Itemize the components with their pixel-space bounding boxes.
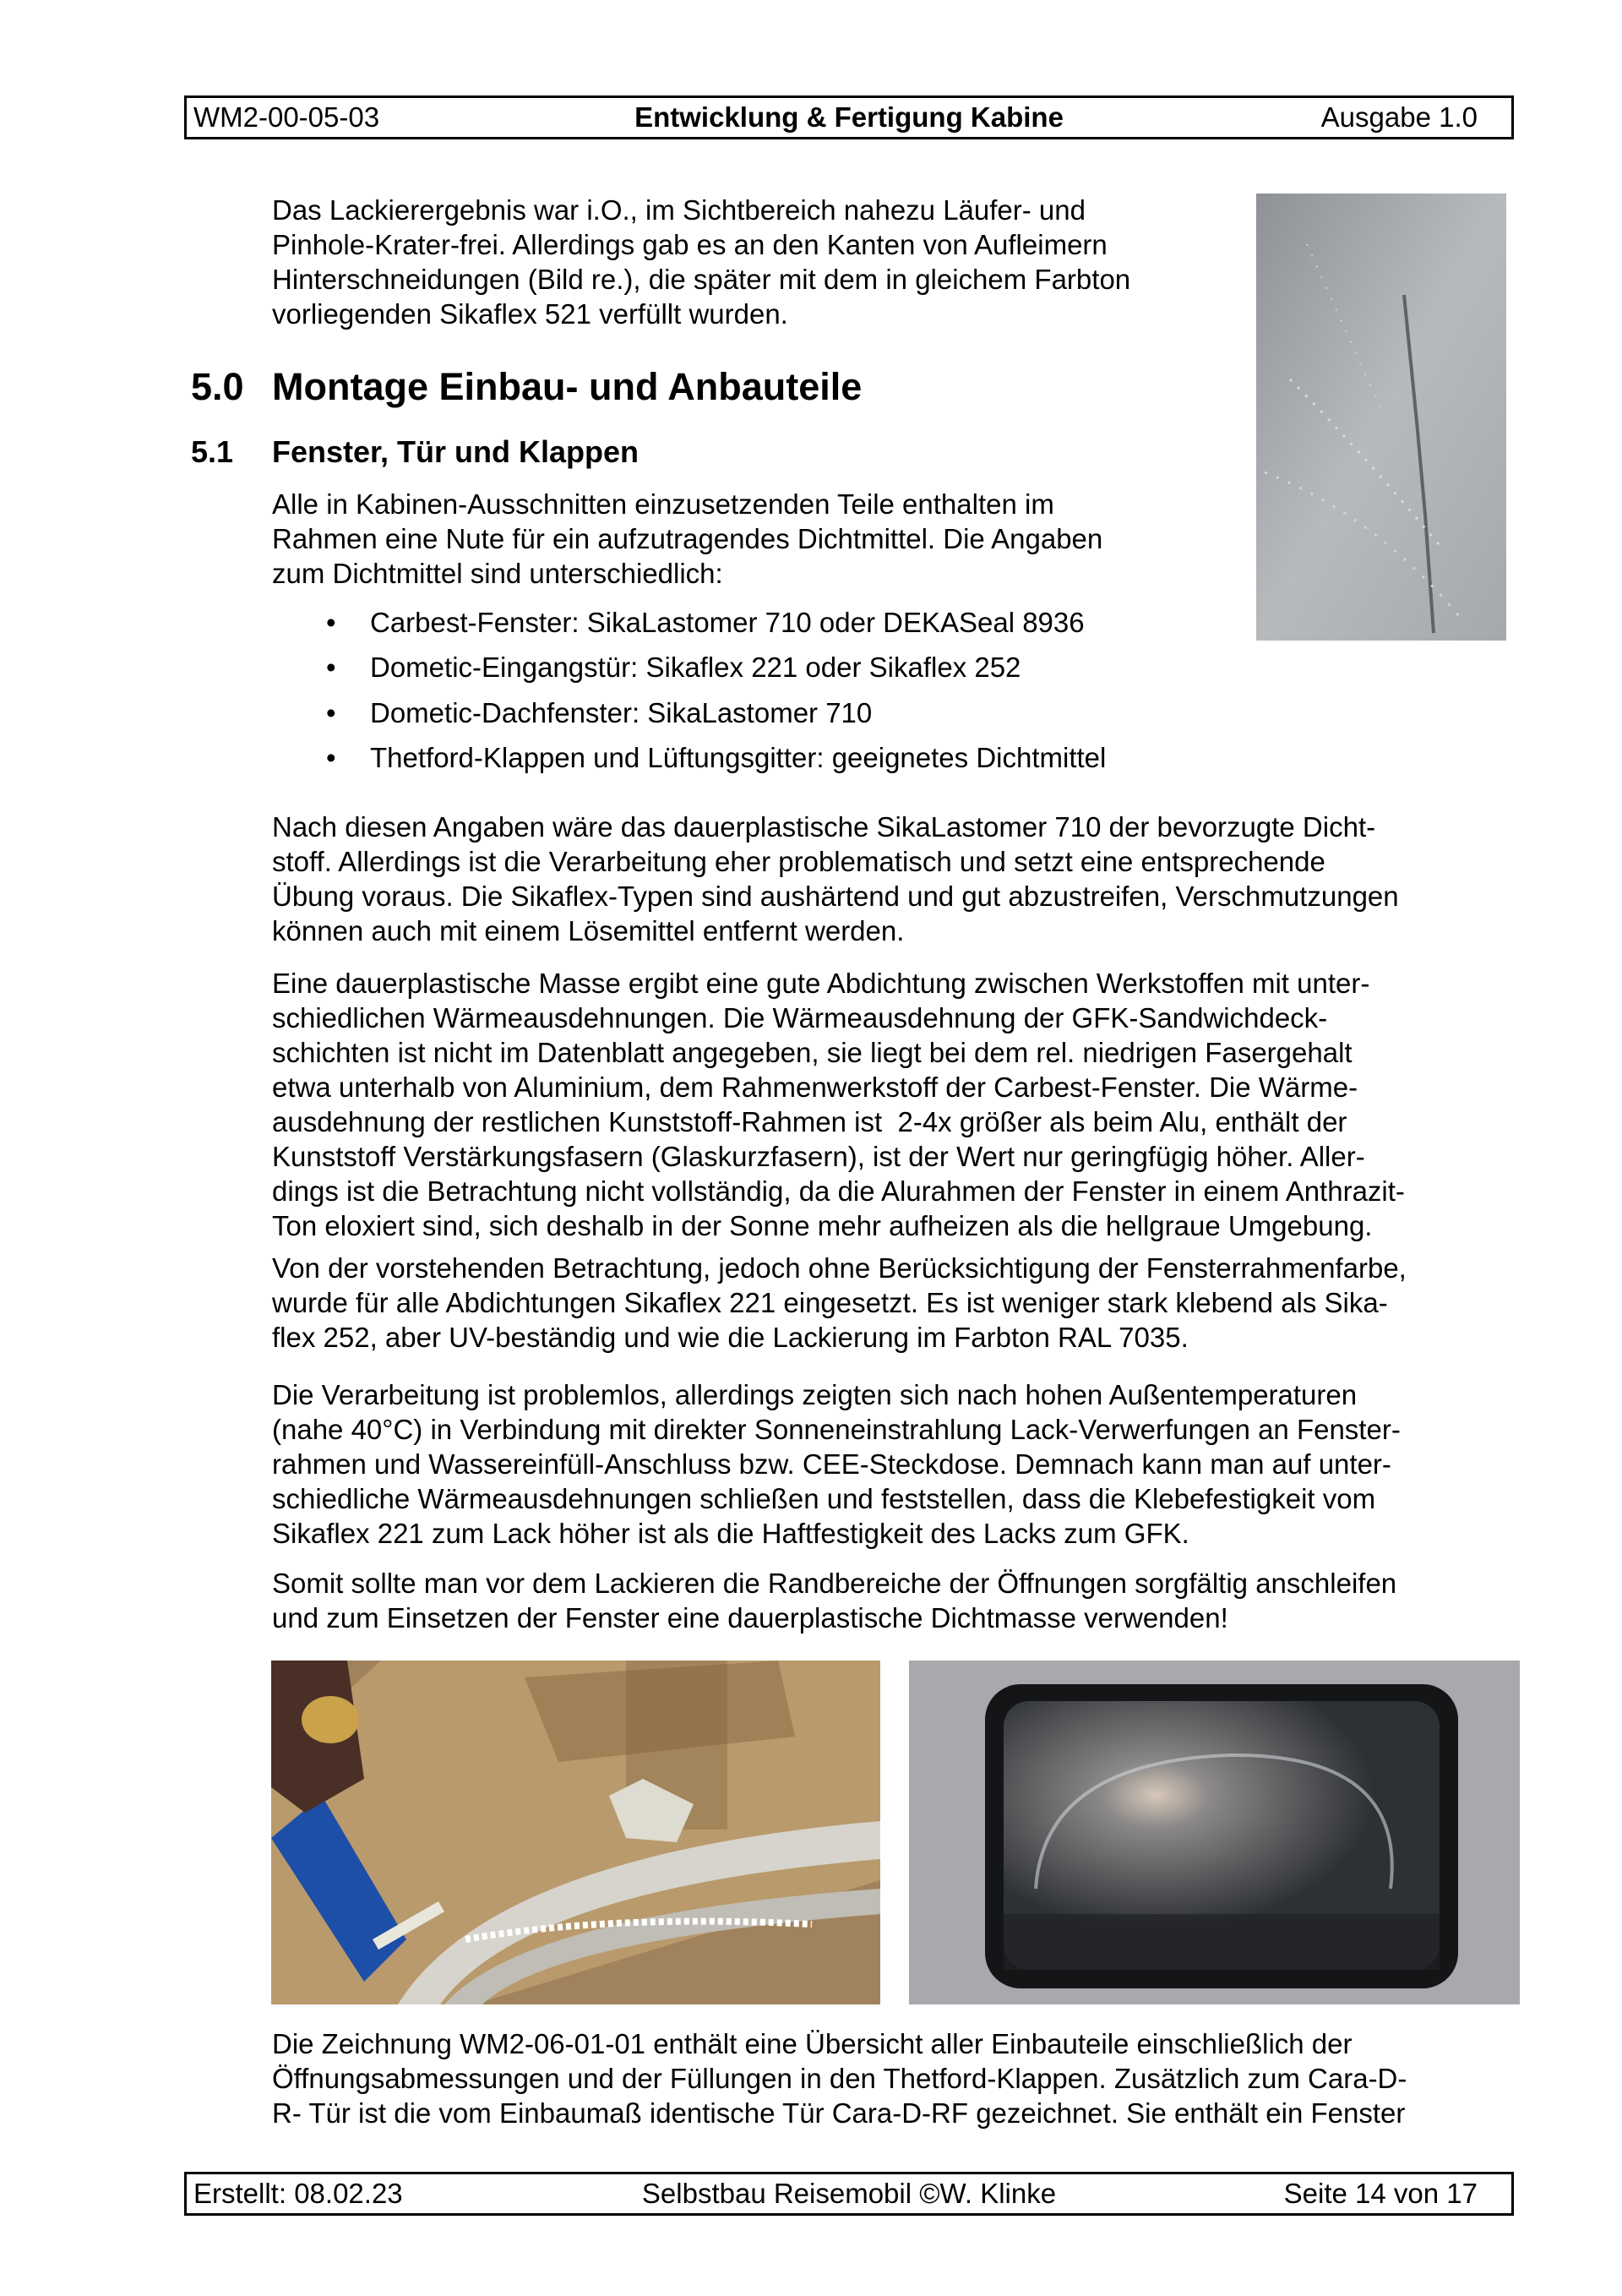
bullet-glyph: • <box>326 652 336 683</box>
text-line: Die Zeichnung WM2-06-01-01 enthält eine Übersicht aller Einbauteile einschließlich der <box>272 2028 1353 2059</box>
body-paragraph <box>272 1251 1407 1355</box>
bullet-glyph: • <box>326 697 336 728</box>
header-edition: Ausgabe 1.0 <box>1320 101 1478 133</box>
text-line: zum Dichtmittel sind unterschiedlich: <box>272 558 723 589</box>
text-line: dings ist die Betrachtung nicht vollständig, da die Alurahmen der Fenster in einem Anthrazit- <box>272 1175 1405 1207</box>
body-paragraph <box>272 966 1405 1243</box>
section-heading <box>191 365 862 409</box>
bullet-glyph: • <box>326 607 336 638</box>
list-item-text: Dometic-Eingangstür: Sikaflex 221 oder Sikaflex 252 <box>370 652 1021 683</box>
closing-paragraph <box>272 2026 1407 2130</box>
sealant-application-photo <box>271 1661 880 2004</box>
text-line: Ton eloxiert sind, sich deshalb in der Sonne mehr aufheizen als die hellgraue Umgebung. <box>272 1210 1373 1241</box>
header-doc-id: WM2-00-05-03 <box>193 101 380 133</box>
text-line: flex 252, aber UV-beständig und wie die Lackierung im Farbton RAL 7035. <box>272 1322 1189 1353</box>
text-line: Übung voraus. Die Sikaflex-Typen sind aushärtend und gut abzustreifen, Verschmutzungen <box>272 881 1399 912</box>
text-line: Alle in Kabinen-Ausschnitten einzusetzenden Teile enthalten im <box>272 488 1054 520</box>
page-footer <box>184 2172 1514 2216</box>
body-paragraph <box>272 810 1399 948</box>
text-line: Das Lackierergebnis war i.O., im Sichtbereich nahezu Läufer- und <box>272 194 1086 226</box>
subsection-title: Fenster, Tür und Klappen <box>272 434 640 469</box>
text-line: Nach diesen Angaben wäre das dauerplastische SikaLastomer 710 der bevorzugte Dicht- <box>272 811 1376 843</box>
text-line: ausdehnung der restlichen Kunststoff-Rahmen ist 2-4x größer als beim Alu, enthält der <box>272 1106 1347 1137</box>
header-title: Entwicklung & Fertigung Kabine <box>634 101 1064 133</box>
text-line: Hinterschneidungen (Bild re.), die später mit dem in gleichem Farbton <box>272 264 1131 295</box>
text-line: vorliegenden Sikaflex 521 verfüllt wurden. <box>272 298 788 330</box>
text-line: schiedlichen Wärmeausdehnungen. Die Wärmeausdehnung der GFK-Sandwichdeck- <box>272 1002 1328 1033</box>
text-line: Die Verarbeitung ist problemlos, allerdings zeigten sich nach hohen Außentemperaturen <box>272 1379 1358 1410</box>
subsection-number: 5.1 <box>191 434 234 469</box>
text-line: wurde für alle Abdichtungen Sikaflex 221 eingesetzt. Es ist weniger stark klebend als Sika- <box>272 1287 1388 1318</box>
subsection-intro <box>272 487 1102 591</box>
list-item-text: Carbest-Fenster: SikaLastomer 710 oder DEKASeal 8936 <box>370 607 1085 638</box>
text-line: Rahmen eine Nute für ein aufzutragendes Dichtmittel. Die Angaben <box>272 523 1103 554</box>
text-line: schiedliche Wärmeausdehnungen schließen und feststellen, dass die Klebefestigkeit vom <box>272 1483 1376 1514</box>
text-line: und zum Einsetzen der Fenster eine dauerplastische Dichtmasse verwenden! <box>272 1602 1228 1633</box>
body-paragraph <box>272 1377 1401 1551</box>
list-item-text: Thetford-Klappen und Lüftungsgitter: geeignetes Dichtmittel <box>370 742 1107 773</box>
section-title: Montage Einbau- und Anbauteile <box>272 365 863 408</box>
window-frame-photo <box>909 1661 1520 2004</box>
list-item-text: Dometic-Dachfenster: SikaLastomer 710 <box>370 697 873 728</box>
paint-surface-photo <box>1256 194 1506 641</box>
text-line: Somit sollte man vor dem Lackieren die Randbereiche der Öffnungen sorgfältig anschleifen <box>272 1568 1397 1599</box>
text-line: Eine dauerplastische Masse ergibt eine gute Abdichtung zwischen Werkstoffen mit unter- <box>272 968 1370 999</box>
text-line: Sikaflex 221 zum Lack höher ist als die Haftfestigkeit des Lacks zum GFK. <box>272 1518 1189 1549</box>
text-line: etwa unterhalb von Aluminium, dem Rahmenwerkstoff der Carbest-Fenster. Die Wärme- <box>272 1072 1358 1103</box>
intro-paragraph <box>272 193 1130 331</box>
text-line: können auch mit einem Lösemittel entfernt werden. <box>272 915 905 946</box>
text-line: R- Tür ist die vom Einbaumaß identische Tür Cara-D-RF gezeichnet. Sie enthält ein Fenster <box>272 2097 1406 2129</box>
page-header <box>184 95 1514 139</box>
text-line: (nahe 40°C) in Verbindung mit direkter Sonneneinstrahlung Lack-Verwerfungen an Fenster- <box>272 1414 1401 1445</box>
text-line: stoff. Allerdings ist die Verarbeitung eher problematisch und setzt eine entsprechende <box>272 846 1325 877</box>
text-line: Pinhole-Krater-frei. Allerdings gab es an den Kanten von Aufleimern <box>272 229 1108 260</box>
text-line: Kunststoff Verstärkungsfasern (Glaskurzfasern), ist der Wert nur geringfügig höher. Aller- <box>272 1141 1365 1172</box>
subsection-heading <box>191 434 639 470</box>
text-line: rahmen und Wassereinfüll-Anschluss bzw. CEE-Steckdose. Demnach kann man auf unter- <box>272 1448 1391 1480</box>
text-line: Von der vorstehenden Betrachtung, jedoch ohne Berücksichtigung der Fensterrahmenfarbe, <box>272 1252 1407 1284</box>
section-number: 5.0 <box>191 365 244 408</box>
footer-project: Selbstbau Reisemobil ©W. Klinke <box>641 2178 1057 2209</box>
body-paragraph <box>272 1566 1396 1635</box>
footer-page-number: Seite 14 von 17 <box>1283 2178 1478 2209</box>
footer-created: Erstellt: 08.02.23 <box>193 2178 403 2209</box>
bullet-glyph: • <box>326 742 336 773</box>
text-line: Öffnungsabmessungen und der Füllungen in den Thetford-Klappen. Zusätzlich zum Cara-D- <box>272 2063 1407 2094</box>
text-line: schichten ist nicht im Datenblatt angegeben, sie liegt bei dem rel. niedrigen Fasergehalt <box>272 1037 1353 1068</box>
